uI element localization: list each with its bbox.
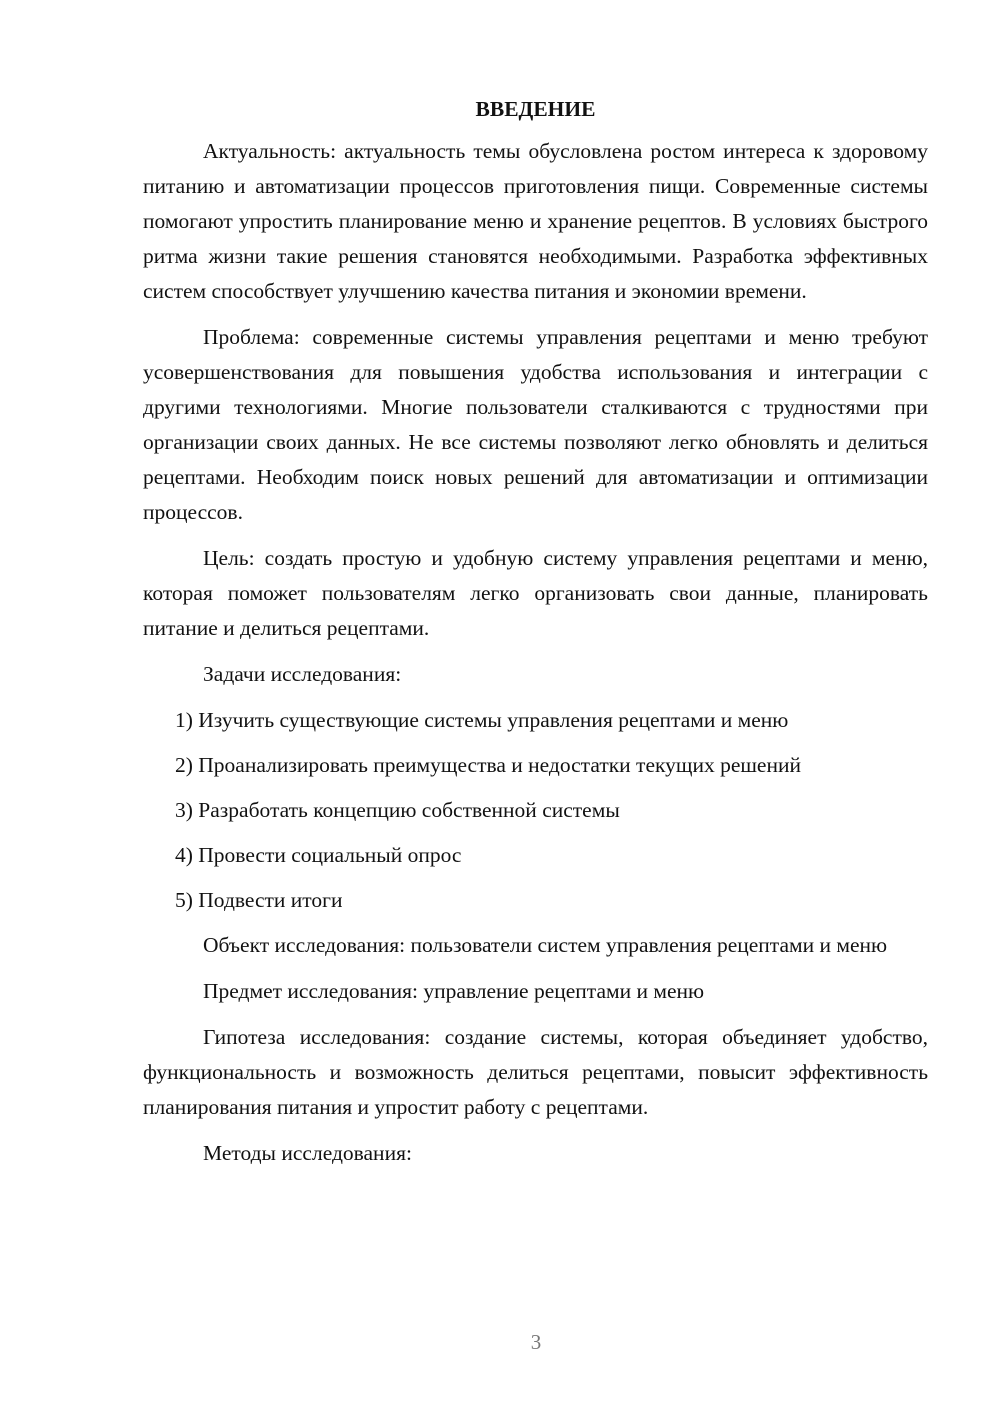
object-paragraph: Объект исследования: пользователи систем управления рецептами и меню [203,933,888,957]
problem-paragraph: Проблема: современные системы управления рецептами и меню требуют усовершенствования для повышения удобства использования и интеграции с другими технологиями. Многие пользователи сталкиваются с трудностями при организации своих данных. Не все системы позволяют легко обновлять и делиться рецептами. Необходим поиск новых решений для автоматизации и оптимизации процессов. [143,325,928,524]
task-item: 1) Изучить существующие системы управления рецептами и меню [175,708,789,732]
page-content [143,92,928,1182]
tasks-list [143,703,928,918]
task-item: 3) Разработать концепцию собственной системы [175,798,620,822]
tasks-header: Задачи исследования: [203,662,402,686]
task-item: 2) Проанализировать преимущества и недостатки текущих решений [175,753,801,777]
methods-header: Методы исследования: [203,1141,412,1165]
section-title: ВВЕДЕНИЕ [475,97,596,121]
goal-paragraph: Цель: создать простую и удобную систему управления рецептами и меню, которая поможет пользователям легко организовать свои данные, планировать питание и делиться рецептами. [143,546,928,640]
subject-paragraph: Предмет исследования: управление рецептами и меню [203,979,705,1003]
page-number: 3 [530,1330,542,1354]
task-item: 5) Подвести итоги [175,888,343,912]
relevance-paragraph: Актуальность: актуальность темы обусловлена ростом интереса к здоровому питанию и автоматизации процессов приготовления пищи. Современные системы помогают упростить планирование меню и хранение рецептов. В условиях быстрого ритма жизни такие решения становятся необходимыми. Разработка эффективных систем способствует улучшению качества питания и экономии времени. [143,139,928,303]
task-item: 4) Провести социальный опрос [175,843,462,867]
hypothesis-paragraph: Гипотеза исследования: создание системы, которая объединяет удобство, функциональность и возможность делиться рецептами, повысит эффективность планирования питания и упростит работу с рецептами. [143,1025,928,1119]
